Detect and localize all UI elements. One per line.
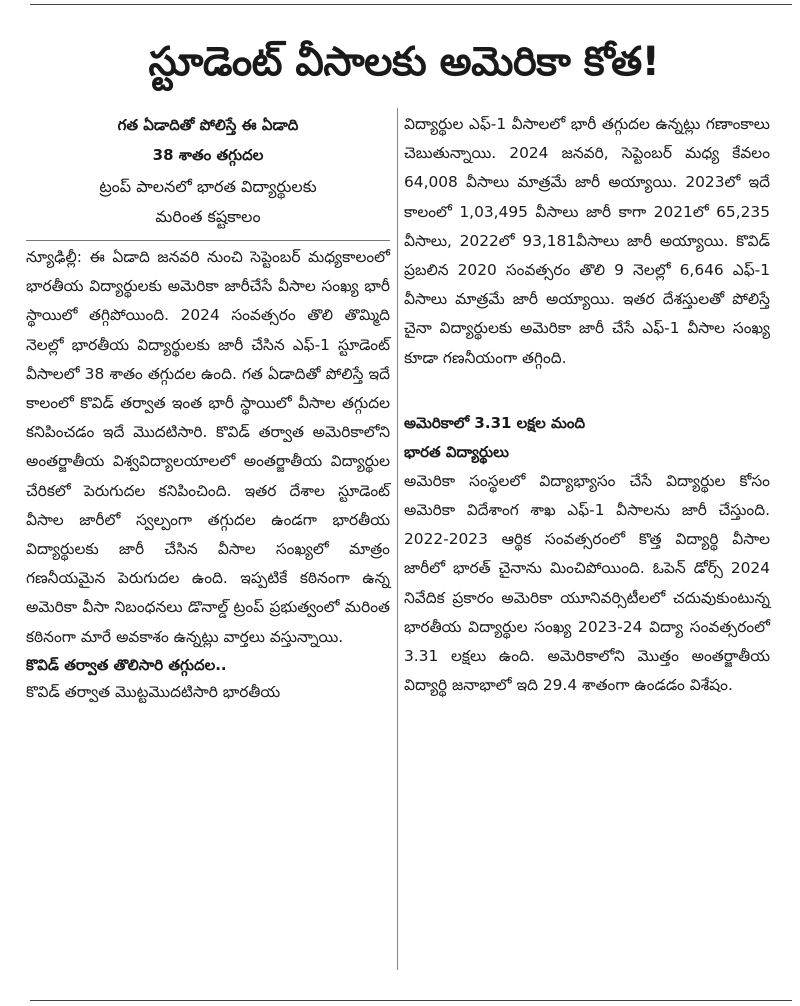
subheading-line2: 38 శాతం తగ్గుదల [152, 146, 264, 164]
right-spacer [404, 373, 770, 409]
subheading-line1: గత ఏడాదితో పోలిస్తే ఈ ఏడాది [117, 116, 299, 134]
bottom-rule [30, 1000, 792, 1001]
left-paragraph-1: న్యూఢిల్లీ: ఈ ఏడాది జనవరి నుంచి సెప్టెంబర్ మధ్యకాలంలో భారతీయ విద్యార్థులకు అమెరికా జారీచేసే వీసాల సంఖ్య భారీ స్థాయిలో తగ్గిపోయింది. 2024 సంవత్సరం తొలి తొమ్మిది నెలల్లో భారతీయ విద్యార్థులకు జారీ చేసిన ఎఫ్-1 స్టూడెంట్ వీసాలలో 38 శాతం తగ్గుదల ఉంది. గత ఏడాదితో పోలిస్తే ఇదే కాలంలో కొవిడ్ తర్వాత ఇంత భారీ స్థాయిలో వీసాల తగ్గుదల కనిపించడం ఇదే మొదటిసారి. కొవిడ్ తర్వాత అమెరికాలోని అంతర్జాతీయ విశ్వవిద్యాలయాలలో అంతర్జాతీయ విద్యార్థుల చేరికలో పెరుగుదల కనిపించింది. ఇతర దేశాల స్టూడెంట్ వీసాల జారీలో స్వల్పంగా తగ్గుదల ఉండగా భారతీయ విద్యార్థులకు జారీ చేసిన వీసాల సంఖ్యలో మాత్రం గణనీయమైన పెరుగుదల ఉంది. ఇప్పటికే కఠినంగా ఉన్న అమెరికా వీసా నిబంధనలు డొనాల్డ్ ట్రంప్ ప్రభుత్వంలో మరింత కఠినంగా మారే అవకాశం ఉన్నట్లు వార్తలు వస్తున్నాయి. [26, 248, 390, 646]
subheading-line3: ట్రంప్ పాలనలో భారత విద్యార్థులకు [99, 177, 317, 196]
right-column [404, 110, 770, 700]
column-divider [397, 108, 398, 970]
right-subhead-line2: భారత విద్యార్థులు [404, 442, 509, 461]
top-rule [30, 4, 792, 5]
right-subhead-line1: అమెరికాలో 3.31 లక్షల మంది [404, 413, 586, 432]
left-paragraph-2: కొవిడ్ తర్వాత మొట్టమొదటిసారి భారతీయ [26, 682, 281, 701]
left-column [26, 110, 390, 707]
subheading-separator [26, 240, 390, 241]
right-paragraph-1: విద్యార్థుల ఎఫ్-1 వీసాలలో భారీ తగ్గుదల ఉన్నట్లు గణాంకాలు చెబుతున్నాయి. 2024 జనవరి, సెప్టెంబర్ మధ్య కేవలం 64,008 వీసాలు మాత్రమే జారీ అయ్యాయి. 2023లో ఇదే కాలంలో 1,03,495 వీసాలు జారీ కాగా 2021లో 65,235 వీసాలు, 2022లో 93,181వీసాలు జారీ అయ్యాయి. కొవిడ్ ప్రబలిన 2020 సంవత్సరం తొలి 9 నెలల్లో 6,646 ఎఫ్-1 వీసాలు మాత్రమే జారీ అయ్యాయి. ఇతర దేశస్తులతో పోలిస్తే చైనా విద్యార్థులకు అమెరికా జారీ చేసే ఎఫ్-1 వీసాల సంఖ్య కూడా గణనీయంగా తగ్గింది. [404, 115, 770, 367]
right-paragraph-2: అమెరికా సంస్థలలో విద్యాభ్యాసం చేసే విద్యార్థుల కోసం అమెరికా విదేశాంగ శాఖ ఎఫ్-1 వీసాలను జారీ చేస్తుంది. 2022-2023 ఆర్థిక సంవత్సరంలో కొత్త విద్యార్థి వీసాల జారీలో భారత్ చైనాను మించిపోయింది. ఓపెన్ డోర్స్ 2024 నివేదిక ప్రకారం అమెరికా యూనివర్సిటీలలో చదువుకుంటున్న భారతీయ విద్యార్థుల సంఖ్య 2023-24 విద్యా సంవత్సరంలో 3.31 లక్షలు ఉంది. అమెరికాలోని మొత్తం అంతర్జాతీయ విద్యార్థి జనాభాలో ఇది 29.4 శాతంగా ఉండడం విశేషం. [404, 471, 770, 695]
left-subhead: కొవిడ్ తర్వాత తొలిసారి తగ్గుదల.. [26, 655, 227, 674]
subheading-line4: మరింత కష్టకాలం [155, 207, 261, 226]
headline: స్టూడెంట్ వీసాలకు అమెరికా కోత! [148, 39, 660, 85]
